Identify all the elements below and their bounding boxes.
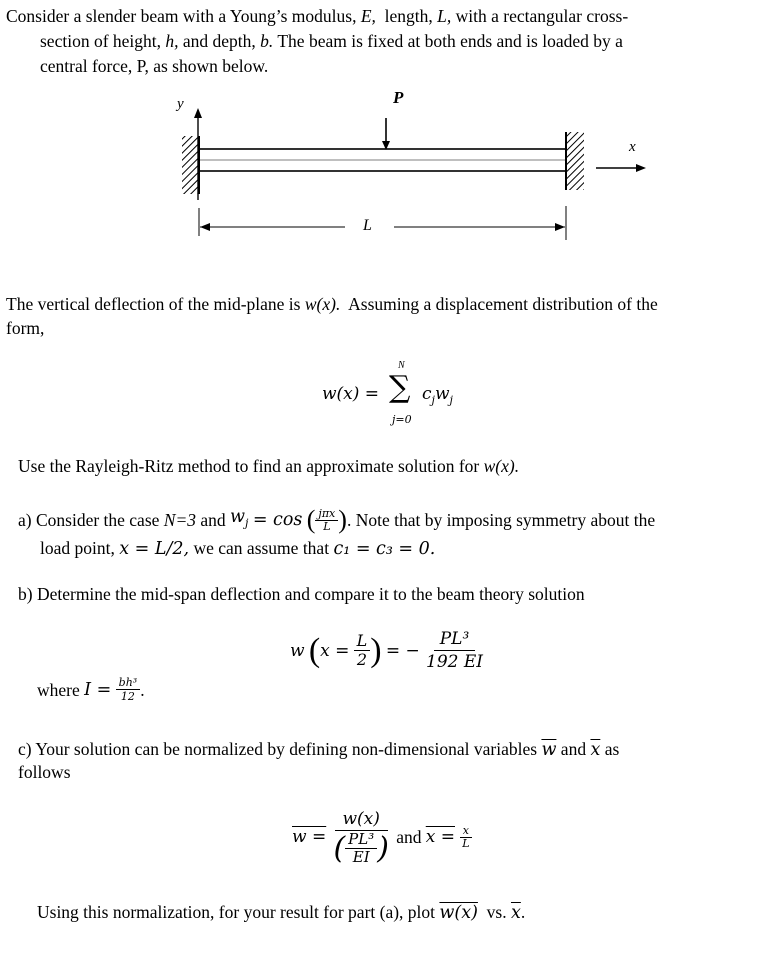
part-c-line-1: c) Your solution can be normalized by defining non-dimensional variables $\overline{w}$ and $\overline{x}$ as [18,739,620,760]
sum-upper-limit: N [398,360,405,371]
deflection-line-1: The vertical deflection of the mid-plane is w(x). Assuming a displacement distribution of the [6,294,658,314]
load-label: P [393,88,404,107]
sum-term: $c_jw_j$ [422,384,453,407]
closing-line: Using this normalization, for your result for part (a), plot w(x) vs. $\overline{x}$. [37,902,526,923]
part-a-line-1: a) Consider the case N=3 and $w_j$ = cos ( $\frac{\text{jπx}}{L}$ ) . Note that by imposing symmetry about the [18,505,656,535]
moment-of-inertia: where I = $\frac{\text{bh³}}{12}$ . [37,676,145,703]
length-label: L [363,217,372,234]
equation-displacement-lhs: w(x) = [322,384,380,404]
part-b-text: b) Determine the mid-span deflection and compare it to the beam theory solution [18,584,585,604]
part-a-line-2: load point, x = L/2, we can assume that c₁ = c₃ = 0. [40,538,436,559]
intro-line-3: central force, P, as shown below. [40,56,269,76]
deflection-line-2: form, [6,318,45,338]
beam-theory-equation: w ( x = $\frac{L}{2}$ ) = − $\frac{\text{PL³}}{192 EI}$ [290,629,483,672]
sum-symbol: ∑ [389,370,411,405]
left-fixed-support [182,136,199,194]
y-axis-label: y [177,96,184,112]
part-c-line-2: follows [18,762,71,782]
x-axis-label: x [629,139,636,155]
normalization-equation: w = w(x) ( $\frac{\text{PL³}}{EI}$ ) and x = $\frac{x}{L}$ [292,808,473,866]
rayleigh-ritz-instruction: Use the Rayleigh-Ritz method to find an approximate solution for w(x). [18,456,520,476]
sum-lower-limit: j=0 [392,413,412,426]
intro-line-1: Consider a slender beam with a Young’s modulus, E, length, L, with a rectangular cross- [6,6,629,26]
right-fixed-support [566,132,584,190]
beam-diagram [0,80,767,250]
intro-line-2: section of height, h, and depth, b. The beam is fixed at both ends and is loaded by a [40,31,623,51]
